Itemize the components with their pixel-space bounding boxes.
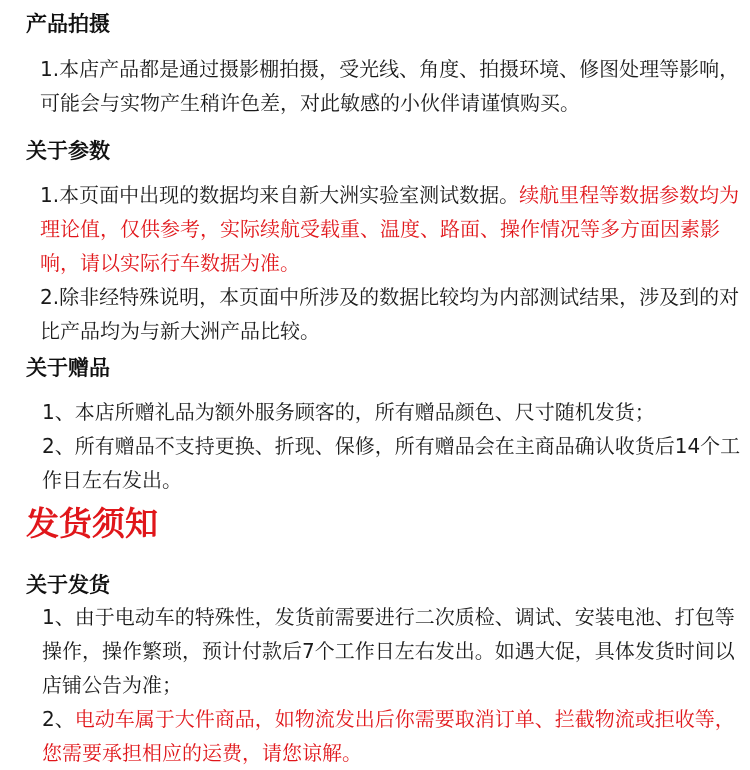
gifts-item-2: 2、所有赠品不支持更换、折现、保修，所有赠品会在主商品确认收货后14个工作日左右发出。: [42, 434, 741, 492]
section-title-parameters: 关于参数: [26, 139, 110, 163]
parameters-paragraph-2: 2.除非经特殊说明，本页面中所涉及的数据比较均为内部测试结果，涉及到的对比产品均为与新大洲产品比较。: [40, 285, 740, 343]
gifts-item-1: 1、本店所赠礼品为额外服务顾客的，所有赠品颜色、尺寸随机发货；: [42, 400, 655, 424]
delivery-item-2-warning: 电动车属于大件商品，如物流发出后你需要取消订单、拦截物流或拒收等，您需要承担相应的运费，请您谅解。: [42, 707, 735, 765]
gifts-text: [42, 395, 742, 497]
section-title-photography: 产品拍摄: [26, 12, 110, 36]
parameters-paragraph-1-warning: 续航里程等数据参数均为理论值，仅供参考，实际续航受载重、温度、路面、操作情况等多方面因素影响，请以实际行车数据为准。: [40, 183, 740, 275]
photography-text: 1.本店产品都是通过摄影棚拍摄，受光线、角度、拍摄环境、修图处理等影响，可能会与实物产生稍许色差，对此敏感的小伙伴请谨慎购买。: [40, 57, 740, 115]
section-title-gifts: 关于赠品: [26, 356, 110, 380]
delivery-item-2-prefix: 2、: [42, 707, 75, 731]
delivery-text: [42, 600, 742, 770]
section-title-delivery: 关于发货: [26, 573, 110, 597]
delivery-item-1: 1、由于电动车的特殊性，发货前需要进行二次质检、调试、安装电池、打包等操作，操作繁琐，预计付款后7个工作日左右发出。如遇大促，具体发货时间以店铺公告为准；: [42, 605, 735, 697]
delivery-item-2: [42, 702, 742, 770]
parameters-paragraph-1: [40, 178, 740, 280]
shipping-notice-title: 发货须知: [26, 504, 158, 543]
parameters-paragraph-1-normal: 1.本页面中出现的数据均来自新大洲实验室测试数据。: [40, 183, 520, 207]
